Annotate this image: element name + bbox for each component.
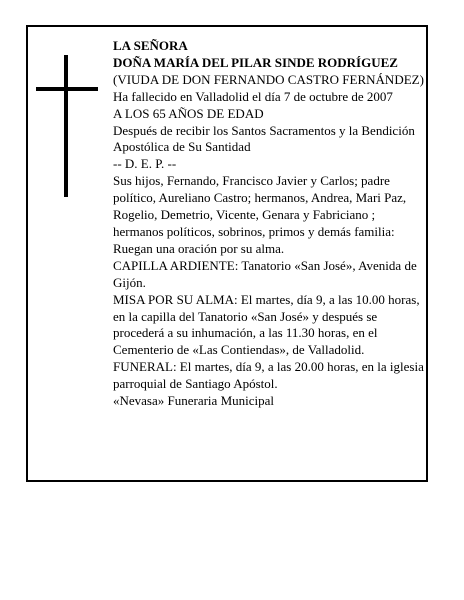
cross-horizontal-bar — [36, 87, 98, 91]
rip-line: -- D. E. P. -- — [113, 156, 177, 172]
cross-icon — [36, 55, 98, 197]
cross-vertical-bar — [64, 55, 68, 197]
widow-of: (VIUDA DE DON FERNANDO CASTRO FERNÁNDEZ) — [113, 71, 424, 87]
sacraments-text: Después de recibir los Santos Sacramentos y la Bendición Apostólica de Su Santidad — [113, 122, 415, 155]
family-list: Sus hijos, Fernando, Francisco Javier y Carlos; padre político, Aureliano Castro; hermanos, Andrea, Mari Paz, Rogelio, Demetrio, Vicente, Genara y Fabriciano ; hermanos políticos, sobrinos, primos y demás familia: — [113, 173, 407, 239]
funeral-info: FUNERAL: El martes, día 9, a las 20.00 horas, en la iglesia parroquial de Santiago Apóstol. — [113, 359, 424, 392]
chapel-info: CAPILLA ARDIENTE: Tanatorio «San José», Avenida de Gijón. — [113, 257, 417, 290]
obituary-heading: LA SEÑORA — [113, 38, 188, 53]
funeral-home: «Nevasa» Funeraria Municipal — [113, 393, 275, 409]
obituary-text — [113, 38, 425, 410]
deceased-name: DOÑA MARÍA DEL PILAR SINDE RODRÍGUEZ — [113, 54, 398, 70]
mass-info: MISA POR SU ALMA: El martes, día 9, a las 10.00 horas, en la capilla del Tanatorio «San José» y después se procederá a su inhumación, a las 11.30 horas, en el Cementerio de «Las Contiendas», de Valladolid. — [113, 291, 420, 358]
death-notice: Ha fallecido en Valladolid el día 7 de octubre de 2007 — [113, 88, 393, 104]
prayer-request: Ruegan una oración por su alma. — [113, 240, 285, 256]
age-at-death: A LOS 65 AÑOS DE EDAD — [113, 105, 264, 121]
